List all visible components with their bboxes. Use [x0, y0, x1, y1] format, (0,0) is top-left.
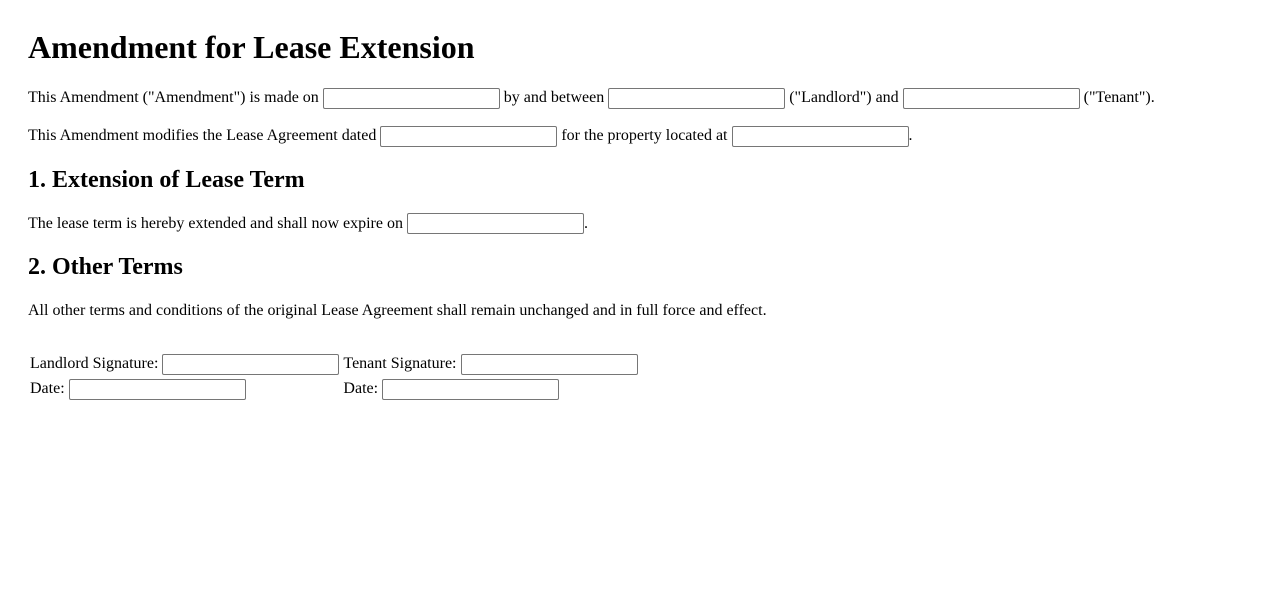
amendment-date-input[interactable] — [323, 88, 500, 109]
landlord-signature-cell — [29, 353, 340, 376]
date-row — [29, 378, 639, 401]
intro-text-2: by and between — [503, 89, 605, 106]
lease-date-input[interactable] — [380, 126, 557, 147]
section-2-heading: 2. Other Terms — [28, 254, 183, 281]
tenant-signature-cell — [342, 353, 638, 376]
modifies-paragraph — [28, 125, 1250, 147]
modifies-text-2: for the property located at — [561, 126, 728, 144]
landlord-date-cell — [29, 378, 340, 401]
tenant-date-cell — [342, 378, 638, 401]
section-1-heading: 1. Extension of Lease Term — [28, 166, 305, 193]
landlord-date-input[interactable] — [69, 379, 246, 400]
intro-text-4: ("Tenant"). — [1083, 89, 1155, 106]
signature-table — [27, 351, 641, 403]
tenant-date-label: Date: — [343, 380, 379, 398]
tenant-signature-label: Tenant Signature: — [343, 355, 457, 373]
landlord-name-input[interactable] — [608, 88, 785, 109]
section-1-text: The lease term is hereby extended and shall now expire on — [28, 214, 403, 232]
tenant-signature-input[interactable] — [461, 354, 638, 375]
document-title: Amendment for Lease Extension — [28, 29, 475, 65]
section-2-paragraph: All other terms and conditions of the original Lease Agreement shall remain unchanged and in full force and effect. — [28, 302, 767, 320]
property-address-input[interactable] — [732, 126, 909, 147]
intro-text-3: ("Landlord") and — [789, 89, 899, 106]
tenant-date-input[interactable] — [382, 379, 559, 400]
tenant-name-input[interactable] — [903, 88, 1080, 109]
signature-row — [29, 353, 639, 376]
section-1-paragraph — [28, 213, 1250, 235]
expiration-date-input[interactable] — [407, 213, 584, 234]
intro-paragraph — [28, 87, 1250, 109]
modifies-text-3: . — [908, 126, 913, 144]
landlord-signature-input[interactable] — [162, 354, 339, 375]
section-1-end: . — [583, 214, 588, 232]
modifies-text-1: This Amendment modifies the Lease Agreement dated — [28, 126, 377, 144]
landlord-signature-label: Landlord Signature: — [30, 355, 159, 373]
landlord-date-label: Date: — [30, 380, 65, 398]
intro-text-1: This Amendment ("Amendment") is made on — [28, 89, 319, 106]
